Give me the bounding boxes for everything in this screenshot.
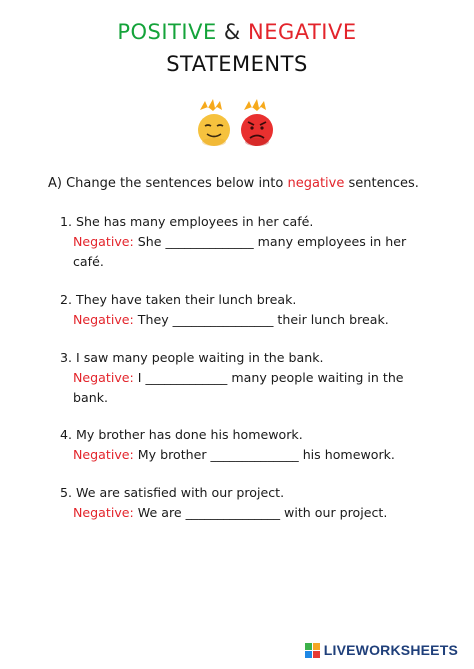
- page-title: [0, 20, 474, 44]
- negative-answer-line[interactable]: Negative: I _____________ many people waiting in the: [73, 370, 404, 385]
- faces-illustration: [196, 98, 276, 158]
- original-sentence: I saw many people waiting in the bank.: [76, 350, 324, 365]
- negative-answer-line[interactable]: Negative: She ______________ many employees in her: [73, 234, 407, 249]
- original-sentence: They have taken their lunch break.: [76, 292, 297, 307]
- negative-answer-line[interactable]: Negative: They ________________ their lunch break.: [73, 312, 389, 327]
- exercise-item-2: 2. They have taken their lunch break. Negative: They ________________ their lunch break.: [60, 290, 420, 330]
- exercise-item-3: 3. I saw many people waiting in the bank. Negative: I _____________ many people waiting in the bank.: [60, 348, 420, 408]
- footer-logo-text: LIVEWORKSHEETS: [323, 642, 458, 658]
- original-sentence: My brother has done his homework.: [76, 427, 303, 442]
- page-subtitle: STATEMENTS: [166, 52, 308, 76]
- negative-answer-line[interactable]: Negative: We are _______________ with our project.: [73, 505, 388, 520]
- title-ampersand: &: [223, 20, 241, 44]
- negative-answer-line[interactable]: Negative: My brother ______________ his homework.: [73, 447, 395, 462]
- happy-face-icon: [198, 99, 230, 146]
- exercise-item-5: 5. We are satisfied with our project. Negative: We are _______________ with our project.: [60, 483, 420, 523]
- exercise-item-4: 4. My brother has done his homework. Negative: My brother ______________ his homework.: [60, 425, 420, 465]
- instruction-highlight: negative: [287, 176, 345, 191]
- liveworksheets-logo-icon: [305, 643, 320, 658]
- original-sentence: We are satisfied with our project.: [76, 485, 285, 500]
- original-sentence: She has many employees in her café.: [76, 214, 314, 229]
- title-positive: POSITIVE: [117, 20, 217, 44]
- instruction-text: A) Change the sentences below into negative sentences.: [48, 176, 419, 191]
- angry-face-icon: [241, 99, 273, 146]
- footer-brand: [305, 641, 458, 659]
- exercise-item-1: 1. She has many employees in her café. Negative: She ______________ many employees in her café.: [60, 212, 420, 272]
- title-negative: NEGATIVE: [247, 20, 357, 44]
